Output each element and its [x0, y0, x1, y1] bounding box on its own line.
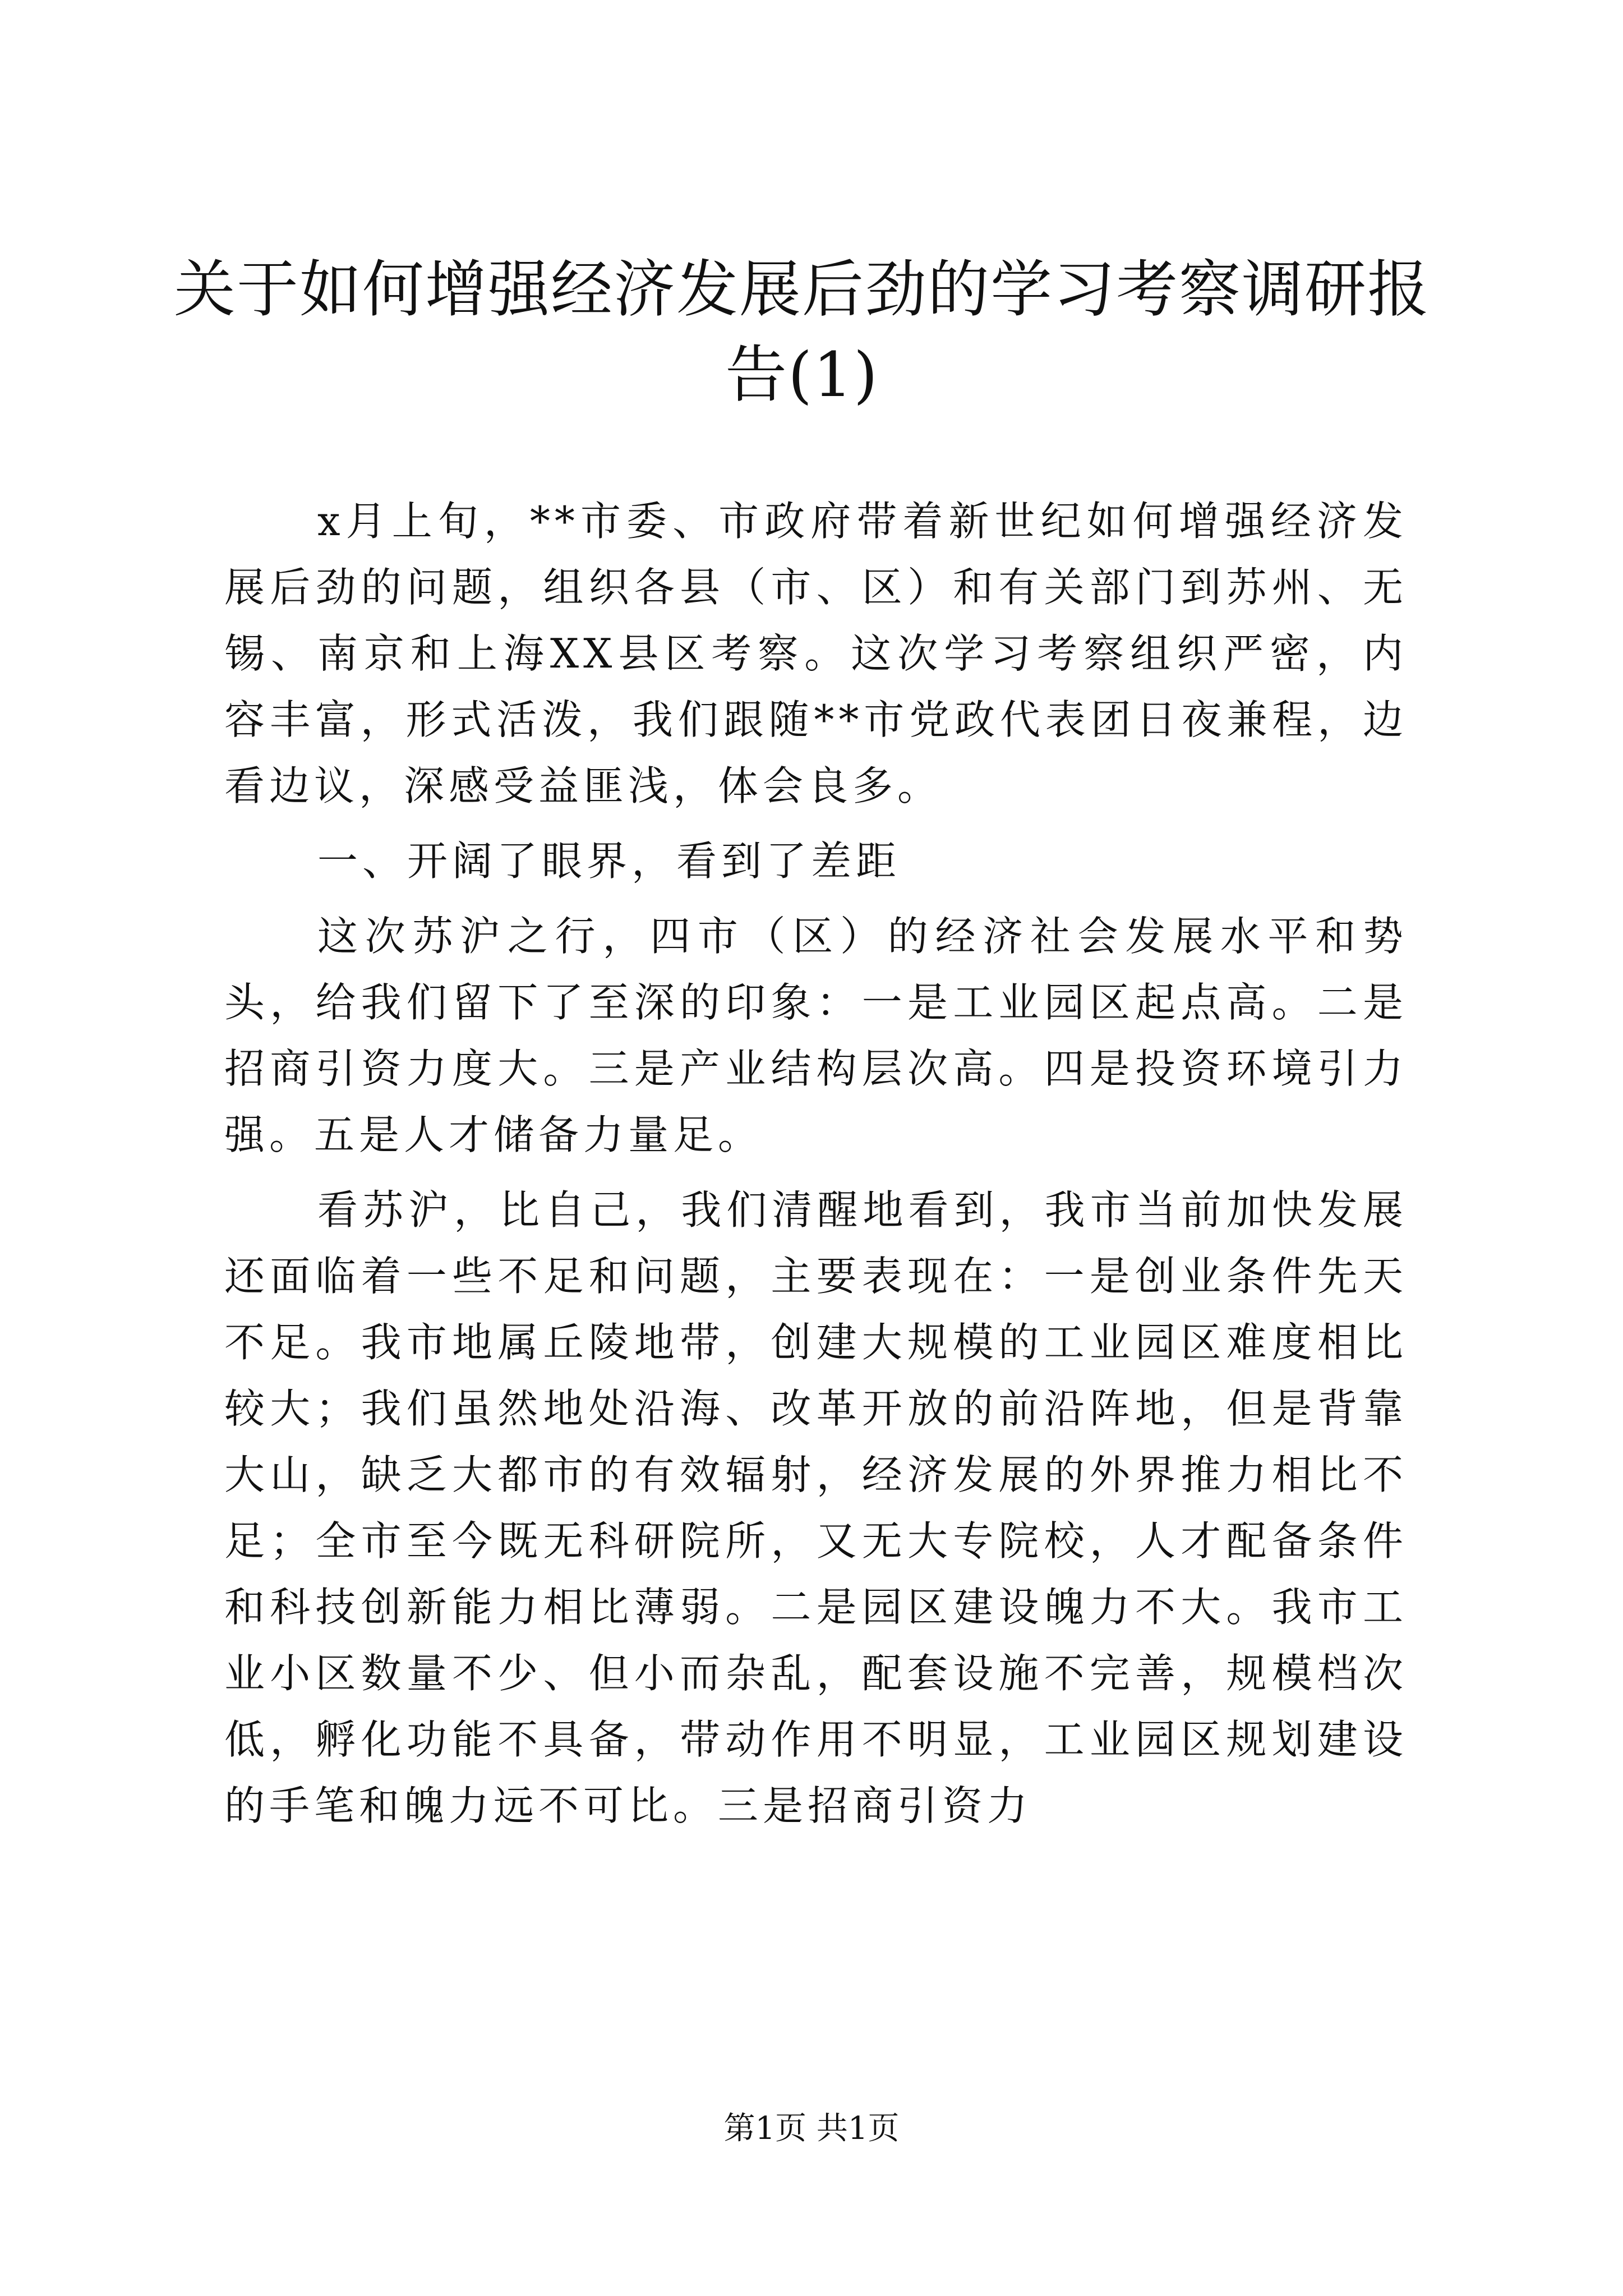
- paragraph-intro: x月上旬，**市委、市政府带着新世纪如何增强经济发展后劲的问题，组织各县（市、区）和有关部门到苏州、无锡、南京和上海XX县区考察。这次学习考察组织严密，内容丰富，形式活泼，我们跟随**市党政代表团日夜兼程，边看边议，深感受益匪浅，体会良多。: [224, 498, 1408, 809]
- section-heading: 一、开阔了眼界，看到了差距: [317, 838, 901, 885]
- document-body: [224, 488, 1408, 1848]
- paragraph-shortcomings: 看苏沪，比自己，我们清醒地看到，我市当前加快发展还面临着一些不足和问题，主要表现在：一是创业条件先天不足。我市地属丘陵地带，创建大规模的工业园区难度相比较大；我们虽然地处沿海、改革开放的前沿阵地，但是背靠大山，缺乏大都市的有效辐射，经济发展的外界推力相比不足；全市至今既无科研院所，又无大专院校，人才配备条件和科技创新能力相比薄弱。二是园区建设魄力不大。我市工业小区数量不少、但小而杂乱，配套设施不完善，规模档次低，孵化功能不具备，带动作用不明显，工业园区规划建设的手笔和魄力远不可比。三是招商引资力: [224, 1186, 1408, 1829]
- paragraph-impressions: 这次苏沪之行，四市（区）的经济社会发展水平和势头，给我们留下了至深的印象：一是工业园区起点高。二是招商引资力度大。三是产业结构层次高。四是投资环境引力强。五是人才储备力量足。: [224, 913, 1408, 1158]
- page-footer: 第1页 共1页: [723, 2110, 900, 2147]
- document-title: 关于如何增强经济发展后劲的学习考察调研报告(1): [174, 254, 1430, 411]
